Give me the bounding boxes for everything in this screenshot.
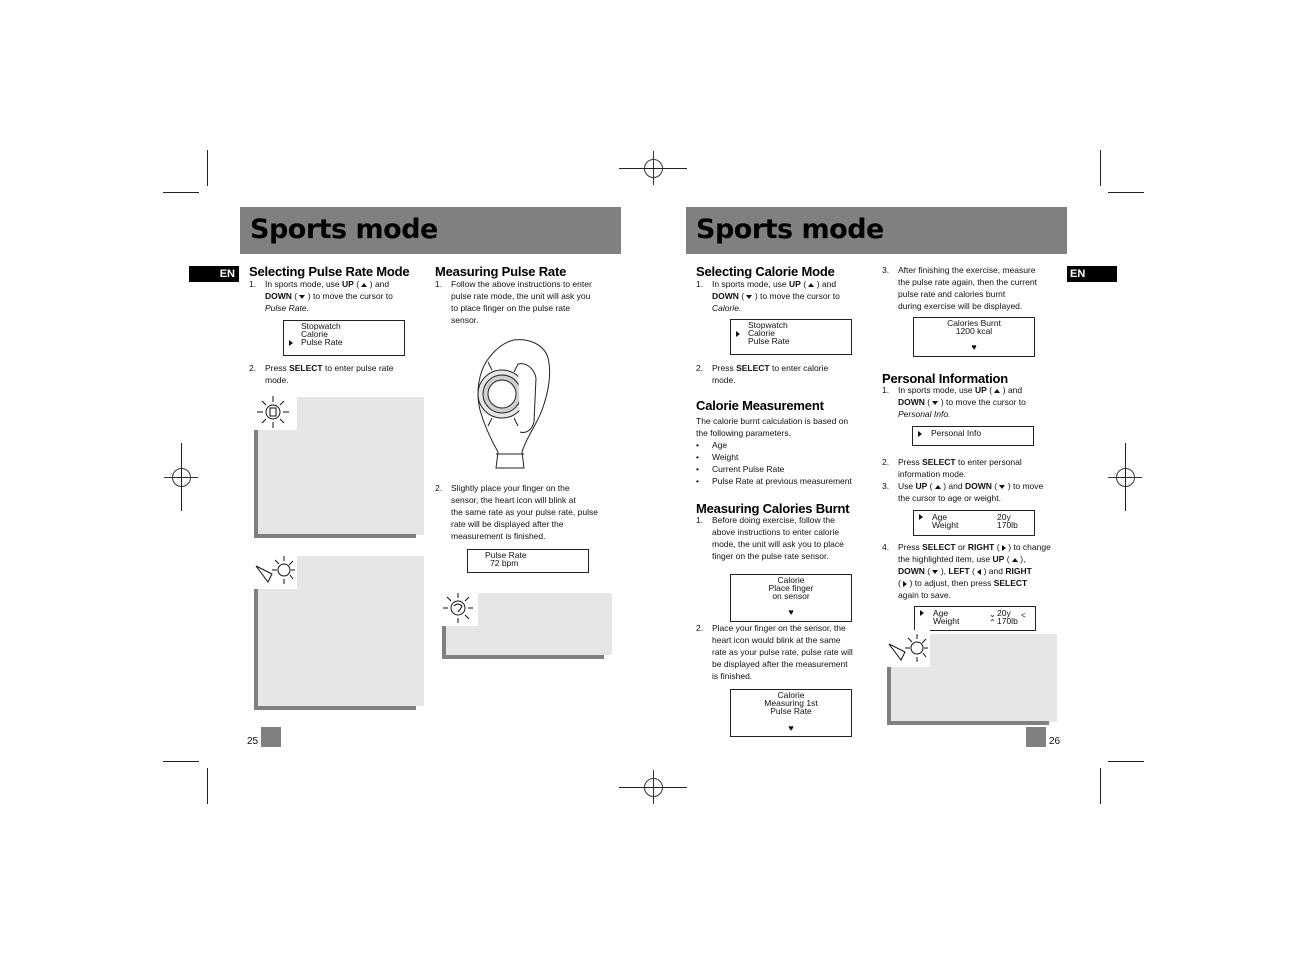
lcd-line: Pulse Rate <box>748 336 790 346</box>
cursor-arrow-icon <box>736 331 740 337</box>
key-label: UP <box>915 481 928 491</box>
step-number: 3. <box>882 265 890 275</box>
key-label: LEFT <box>948 566 970 576</box>
page-number: 25 <box>247 736 259 747</box>
menu-target: Calorie. <box>712 303 742 313</box>
heart-icon: ♥ <box>788 723 794 733</box>
lcd-value: 170lb <box>997 520 1018 530</box>
crop-mark <box>619 787 687 788</box>
text: during exercise will be displayed. <box>898 301 1023 311</box>
lcd-display <box>913 510 1035 536</box>
lcd-line: Pulse Rate <box>301 337 343 347</box>
text: The calorie burnt calculation is based on <box>696 416 849 426</box>
section-heading: Measuring Pulse Rate <box>435 264 567 279</box>
page-title: Sports mode <box>250 214 438 245</box>
step-number: 2. <box>882 457 890 467</box>
text: and <box>1005 385 1023 395</box>
hand-watch-illustration <box>462 334 558 474</box>
key-label: RIGHT <box>1005 566 1032 576</box>
key-label: DOWN <box>898 397 925 407</box>
step-number: 1. <box>696 279 704 289</box>
text: to move the cursor to <box>757 291 840 301</box>
text: and <box>372 279 390 289</box>
lcd-line: Weight <box>932 520 959 530</box>
key-label: RIGHT <box>967 542 995 552</box>
left-arrow-icon <box>977 569 981 575</box>
up-arrow-icon <box>361 283 367 287</box>
up-arrow-icon <box>1012 558 1018 562</box>
crop-mark <box>1108 192 1144 193</box>
key-label: UP <box>789 279 801 289</box>
text: information mode. <box>898 469 967 479</box>
step-number: 1. <box>882 385 890 395</box>
lcd-line: Pulse Rate <box>770 706 812 716</box>
menu-target: Pulse Rate. <box>265 303 309 313</box>
bullet-text: Weight <box>712 452 739 462</box>
text: or <box>955 542 968 552</box>
step-number: 2. <box>696 623 704 633</box>
blink-indicator-icon: < <box>1021 611 1026 620</box>
lcd-line: on sensor <box>772 591 810 601</box>
note-border <box>887 667 891 725</box>
note-border <box>254 589 258 710</box>
page-number: 26 <box>1049 736 1061 747</box>
text: to place finger on the pulse rate <box>451 303 571 313</box>
note-border <box>442 655 604 659</box>
text: rate will be displayed after the <box>451 519 564 529</box>
step-number: 3. <box>882 481 890 491</box>
note-border <box>887 721 1049 725</box>
text: the cursor to age or weight. <box>898 493 1002 503</box>
key-label: SELECT <box>922 457 956 467</box>
lcd-line: Age <box>933 608 949 618</box>
text: the same rate as your pulse rate, pulse <box>451 507 598 517</box>
page-title: Sports mode <box>696 214 884 245</box>
lcd-line: Calorie <box>777 575 805 585</box>
crop-mark <box>207 150 208 186</box>
lcd-line: Calorie <box>748 328 775 338</box>
section-heading: Measuring Calories Burnt <box>696 501 850 516</box>
step-number: 1. <box>696 515 704 525</box>
step-number: 4. <box>882 542 890 552</box>
text: pulse rate and calories burnt <box>898 289 1006 299</box>
page-title-banner <box>240 207 621 254</box>
warning-icon <box>250 552 297 589</box>
text: In sports mode, use <box>712 279 790 289</box>
page-title-banner <box>686 207 1067 254</box>
bullet-text: Age <box>712 440 728 450</box>
language-tab: EN <box>189 266 239 282</box>
heart-icon: ♥ <box>788 607 794 617</box>
text: to adjust, then press <box>912 578 994 588</box>
key-label: SELECT <box>736 363 770 373</box>
lcd-display <box>467 549 589 573</box>
lcd-display <box>730 574 852 622</box>
step-number: 2. <box>249 363 257 373</box>
cursor-arrow-icon <box>918 431 922 437</box>
text: Press <box>898 542 923 552</box>
step-number: 1. <box>249 279 257 289</box>
text: Use <box>898 481 916 491</box>
crop-mark <box>207 768 208 804</box>
text: In sports mode, use <box>265 279 343 289</box>
down-arrow-icon <box>932 570 938 574</box>
warning-icon <box>883 630 930 667</box>
text: Place your finger on the sensor, the <box>712 623 846 633</box>
right-arrow-icon <box>903 581 907 587</box>
lcd-line: Stopwatch <box>301 321 341 331</box>
lcd-line: Weight <box>933 616 960 626</box>
heart-icon: ♥ <box>971 342 977 352</box>
up-arrow-icon <box>935 485 941 489</box>
text: Press <box>898 457 923 467</box>
lcd-line: Calorie <box>777 690 805 700</box>
text: finger on the pulse rate sensor. <box>712 551 829 561</box>
section-heading: Selecting Pulse Rate Mode <box>249 264 410 279</box>
text: Before doing exercise, follow the <box>712 515 835 525</box>
note-border <box>254 534 416 538</box>
step-number: 2. <box>696 363 704 373</box>
section-heading: Personal Information <box>882 371 1009 386</box>
key-label: SELECT <box>922 542 956 552</box>
text: mode. <box>265 375 289 385</box>
crop-mark <box>181 443 182 511</box>
text: to move the cursor to <box>310 291 393 301</box>
text: Press <box>712 363 737 373</box>
text: be displayed after the measurement <box>712 659 848 669</box>
text: the highlighted item, use <box>898 554 993 564</box>
down-arrow-icon <box>299 295 305 299</box>
text: and <box>946 481 965 491</box>
text: Press <box>265 363 290 373</box>
text: measurement is finished. <box>451 531 546 541</box>
text: the pulse rate again, then the current <box>898 277 1037 287</box>
lcd-display <box>730 689 852 737</box>
lcd-line: 1200 kcal <box>955 326 993 336</box>
crop-mark <box>619 168 687 169</box>
key-label: UP <box>992 554 1005 564</box>
blink-indicator-icon: ⌄ <box>989 610 996 619</box>
lcd-line: Calories Burnt <box>947 318 1001 328</box>
right-arrow-icon <box>1002 545 1006 551</box>
crop-mark <box>1100 150 1101 186</box>
text: pulse rate mode, the unit will ask you <box>451 291 591 301</box>
lcd-line: 72 bpm <box>490 558 519 568</box>
lcd-line: Stopwatch <box>748 320 788 330</box>
section-heading: Selecting Calorie Mode <box>696 264 835 279</box>
crop-mark <box>1125 443 1126 511</box>
key-label: SELECT <box>289 363 323 373</box>
lcd-display <box>283 320 405 356</box>
bullet-text: Current Pulse Rate <box>712 464 785 474</box>
lcd-line: Personal Info <box>931 428 982 438</box>
text: and <box>819 279 837 289</box>
lcd-display <box>914 606 1036 631</box>
key-label: DOWN <box>964 481 992 491</box>
lcd-line: Calorie <box>301 329 328 339</box>
crop-mark <box>163 761 199 762</box>
text: Follow the above instructions to enter <box>451 279 592 289</box>
lcd-display <box>912 426 1034 446</box>
text: again to save. <box>898 590 951 600</box>
crop-mark <box>1100 768 1101 804</box>
text: to move <box>1010 481 1044 491</box>
crop-mark <box>163 192 199 193</box>
page-tab <box>261 727 281 747</box>
key-label: UP <box>342 279 354 289</box>
text: In sports mode, use <box>898 385 976 395</box>
text: mode, the unit will ask you to place <box>712 539 844 549</box>
text: to enter personal <box>955 457 1022 467</box>
text: rate as your pulse rate, pulse rate will <box>712 647 853 657</box>
down-arrow-icon <box>932 401 938 405</box>
key-label: SELECT <box>993 578 1028 588</box>
lcd-value: 170lb <box>997 616 1018 626</box>
text: to change <box>1011 542 1051 552</box>
blink-indicator-icon: ⌃ <box>989 618 996 627</box>
up-arrow-icon <box>808 283 814 287</box>
step-number: 1. <box>435 279 443 289</box>
text: sensor, the heart icon will blink at <box>451 495 576 505</box>
down-arrow-icon <box>746 295 752 299</box>
bullet-text: Pulse Rate at previous measurement <box>712 476 852 486</box>
text: above instructions to enter calorie <box>712 527 840 537</box>
lcd-value: 20y <box>997 608 1011 618</box>
lcd-display <box>730 319 852 355</box>
text: is finished. <box>712 671 753 681</box>
text: to enter pulse rate <box>322 363 394 373</box>
tip-icon <box>251 394 297 430</box>
note-border <box>254 706 416 710</box>
key-label: DOWN <box>265 291 292 301</box>
text: sensor. <box>451 315 479 325</box>
lcd-display <box>913 317 1035 357</box>
down-arrow-icon <box>999 485 1005 489</box>
paragraph <box>696 415 871 439</box>
lcd-value: 20y <box>997 512 1011 522</box>
text: mode. <box>712 375 736 385</box>
menu-target: Personal Info. <box>898 409 951 419</box>
tip-icon <box>438 590 478 626</box>
key-label: DOWN <box>898 566 925 576</box>
key-label: UP <box>975 385 987 395</box>
section-heading: Calorie Measurement <box>696 398 824 413</box>
language-tab: EN <box>1067 266 1117 282</box>
key-label: DOWN <box>712 291 739 301</box>
lcd-line: Pulse Rate <box>485 550 527 560</box>
lcd-line: Age <box>932 512 948 522</box>
text: to enter calorie <box>769 363 829 373</box>
page-tab <box>1026 727 1046 747</box>
cursor-arrow-icon <box>920 610 924 616</box>
up-arrow-icon <box>994 389 1000 393</box>
text: After finishing the exercise, measure <box>898 265 1036 275</box>
crop-mark <box>1108 761 1144 762</box>
text: and <box>986 566 1006 576</box>
lcd-line: Place finger <box>768 583 814 593</box>
text: to move the cursor to <box>943 397 1026 407</box>
cursor-arrow-icon <box>919 514 923 520</box>
step-number: 2. <box>435 483 443 493</box>
text: heart icon would blink at the same <box>712 635 841 645</box>
text: Slightly place your finger on the <box>451 483 570 493</box>
lcd-line: Measuring 1st <box>764 698 818 708</box>
note-border <box>254 430 258 538</box>
cursor-arrow-icon <box>289 340 293 346</box>
text: the following parameters. <box>696 428 791 438</box>
